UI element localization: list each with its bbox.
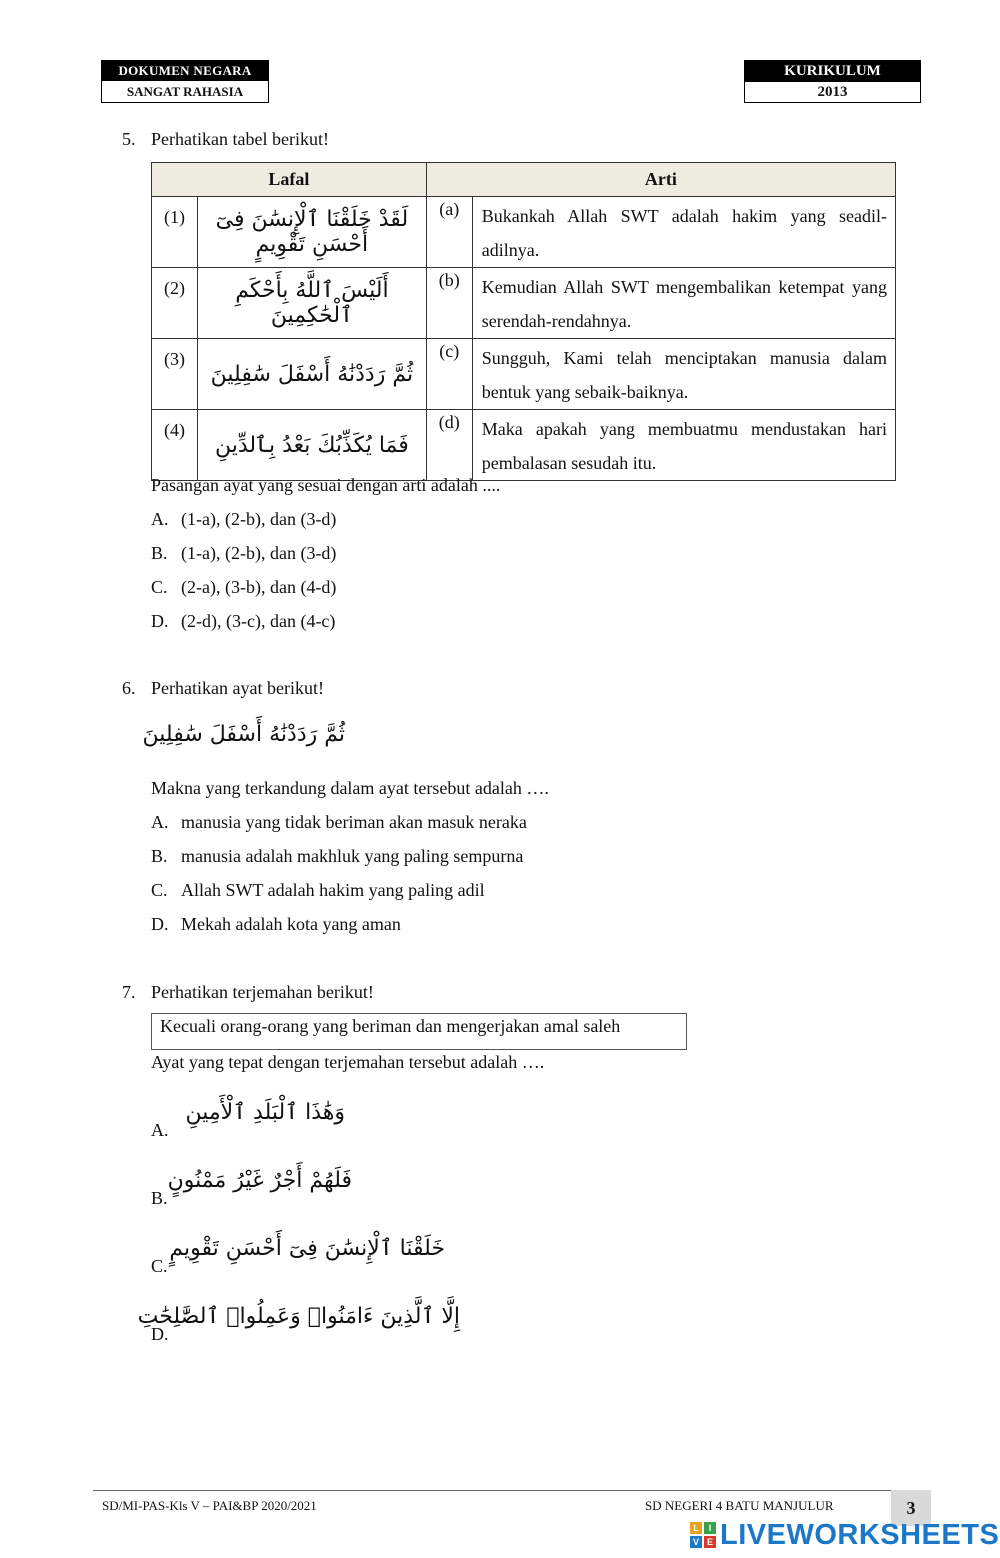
row-letter: (b) — [426, 268, 472, 339]
q6-number: 6. — [122, 678, 136, 698]
table-row — [152, 410, 896, 481]
option-text: manusia adalah makhluk yang paling sempurna — [181, 846, 524, 866]
row-number: (1) — [152, 197, 198, 268]
footer-divider — [93, 1490, 931, 1491]
q7-prompt: Perhatikan terjemahan berikut! — [151, 982, 374, 1002]
footer-school-name: SD NEGERI 4 BATU MANJULUR — [645, 1498, 834, 1513]
row-meaning: Sungguh, Kami telah menciptakan manusia dalam bentuk yang sebaik-baiknya. — [472, 339, 895, 410]
row-number: (3) — [152, 339, 198, 410]
q7-option-b-letter[interactable]: B. — [151, 1188, 168, 1208]
q6-prompt: Perhatikan ayat berikut! — [151, 678, 324, 698]
q7-option-c-letter[interactable]: C. — [151, 1256, 168, 1276]
option-text: (1-a), (2-b), dan (3-d) — [181, 543, 337, 563]
option-letter: C. — [151, 880, 168, 900]
logo-tile: I — [704, 1522, 716, 1534]
dokumen-negara-label: DOKUMEN NEGARA — [102, 61, 268, 81]
q5-option-b[interactable] — [151, 543, 336, 564]
q5-table — [151, 162, 896, 481]
row-meaning: Bukankah Allah SWT adalah hakim yang seadil-adilnya. — [472, 197, 895, 268]
col-header-lafal: Lafal — [152, 163, 427, 197]
q7-option-c-arabic[interactable]: خَلَقْنَا ٱلْإِنسَٰنَ فِىٓ أَحْسَنِ تَقْوِيمٍ — [169, 1236, 445, 1261]
row-meaning: Kemudian Allah SWT mengembalikan ketempat yang serendah-rendahnya. — [472, 268, 895, 339]
row-letter: (a) — [426, 197, 472, 268]
arabic-verse: أَلَيْسَ ٱللَّهُ بِأَحْكَمِ ٱلْحَٰكِمِينَ — [198, 268, 427, 339]
logo-tile: E — [704, 1536, 716, 1548]
q6-question: Makna yang terkandung dalam ayat tersebut adalah …. — [151, 778, 549, 798]
q5-option-a[interactable] — [151, 509, 336, 530]
q6-option-b[interactable] — [151, 846, 523, 867]
q7-number: 7. — [122, 982, 136, 1002]
q7-translation-box: Kecuali orang-orang yang beriman dan mengerjakan amal saleh — [151, 1013, 687, 1050]
option-text: (1-a), (2-b), dan (3-d) — [181, 509, 337, 529]
liveworksheets-brand: LIVEWORKSHEETS — [720, 1518, 1000, 1551]
option-text: Mekah adalah kota yang aman — [181, 914, 401, 934]
q7-option-d-arabic[interactable]: إِلَّا ٱلَّذِينَ ءَامَنُوا۟ وَعَمِلُوا۟ ٱلصَّٰلِحَٰتِ — [137, 1304, 460, 1329]
q5-option-c[interactable] — [151, 577, 336, 598]
table-row — [152, 339, 896, 410]
option-letter: B. — [151, 543, 168, 563]
arabic-verse: فَمَا يُكَذِّبُكَ بَعْدُ بِٱلدِّينِ — [198, 410, 427, 481]
q7-option-a-arabic[interactable]: وَهَٰذَا ٱلْبَلَدِ ٱلْأَمِينِ — [185, 1100, 345, 1125]
q7-option-b-arabic[interactable]: فَلَهُمْ أَجْرٌ غَيْرُ مَمْنُونٍ — [167, 1168, 352, 1193]
table-row — [152, 268, 896, 339]
page-number: 3 — [891, 1490, 931, 1526]
option-letter: B. — [151, 846, 168, 866]
sangat-rahasia-label: SANGAT RAHASIA — [126, 84, 244, 99]
table-row — [152, 197, 896, 268]
option-letter: D. — [151, 914, 169, 934]
option-letter: C. — [151, 577, 168, 597]
header-right-box — [744, 60, 921, 103]
header-left-box — [101, 60, 269, 103]
row-meaning: Maka apakah yang membuatmu mendustakan hari pembalasan sesudah itu. — [472, 410, 895, 481]
logo-tile: V — [690, 1536, 702, 1548]
q6-option-c[interactable] — [151, 880, 485, 901]
logo-tile: L — [690, 1522, 702, 1534]
row-number: (4) — [152, 410, 198, 481]
q7-option-a-letter[interactable]: A. — [151, 1120, 169, 1140]
q5-number: 5. — [122, 129, 136, 149]
q5-option-d[interactable] — [151, 611, 335, 632]
liveworksheets-logo-icon — [690, 1522, 716, 1548]
q7-question: Ayat yang tepat dengan terjemahan tersebut adalah …. — [151, 1052, 545, 1072]
q5-prompt: Perhatikan tabel berikut! — [151, 129, 329, 149]
q6-option-d[interactable] — [151, 914, 401, 935]
q5-question: Pasangan ayat yang sesuai dengan arti adalah .... — [151, 475, 501, 495]
option-letter: D. — [151, 611, 169, 631]
row-number: (2) — [152, 268, 198, 339]
option-letter: A. — [151, 812, 169, 832]
col-header-arti: Arti — [426, 163, 895, 197]
footer-exam-info: SD/MI-PAS-Kls V – PAI&BP 2020/2021 — [102, 1498, 317, 1513]
q6-arabic-verse: ثُمَّ رَدَدْنَٰهُ أَسْفَلَ سَٰفِلِينَ — [142, 722, 345, 747]
option-text: Allah SWT adalah hakim yang paling adil — [181, 880, 485, 900]
arabic-verse: ثُمَّ رَدَدْنَٰهُ أَسْفَلَ سَٰفِلِينَ — [198, 339, 427, 410]
liveworksheets-watermark — [690, 1518, 999, 1552]
row-letter: (d) — [426, 410, 472, 481]
option-text: (2-a), (3-b), dan (4-d) — [181, 577, 337, 597]
q7-option-d-letter[interactable]: D. — [151, 1324, 169, 1344]
arabic-verse: لَقَدْ خَلَقْنَا ٱلْإِنسَٰنَ فِىٓ أَحْسَنِ تَقْوِيمٍ — [198, 197, 427, 268]
option-text: (2-d), (3-c), dan (4-c) — [181, 611, 336, 631]
option-letter: A. — [151, 509, 169, 529]
q6-option-a[interactable] — [151, 812, 527, 833]
row-letter: (c) — [426, 339, 472, 410]
option-text: manusia yang tidak beriman akan masuk neraka — [181, 812, 527, 832]
kurikulum-year: 2013 — [817, 84, 848, 100]
kurikulum-label: KURIKULUM — [745, 61, 920, 82]
